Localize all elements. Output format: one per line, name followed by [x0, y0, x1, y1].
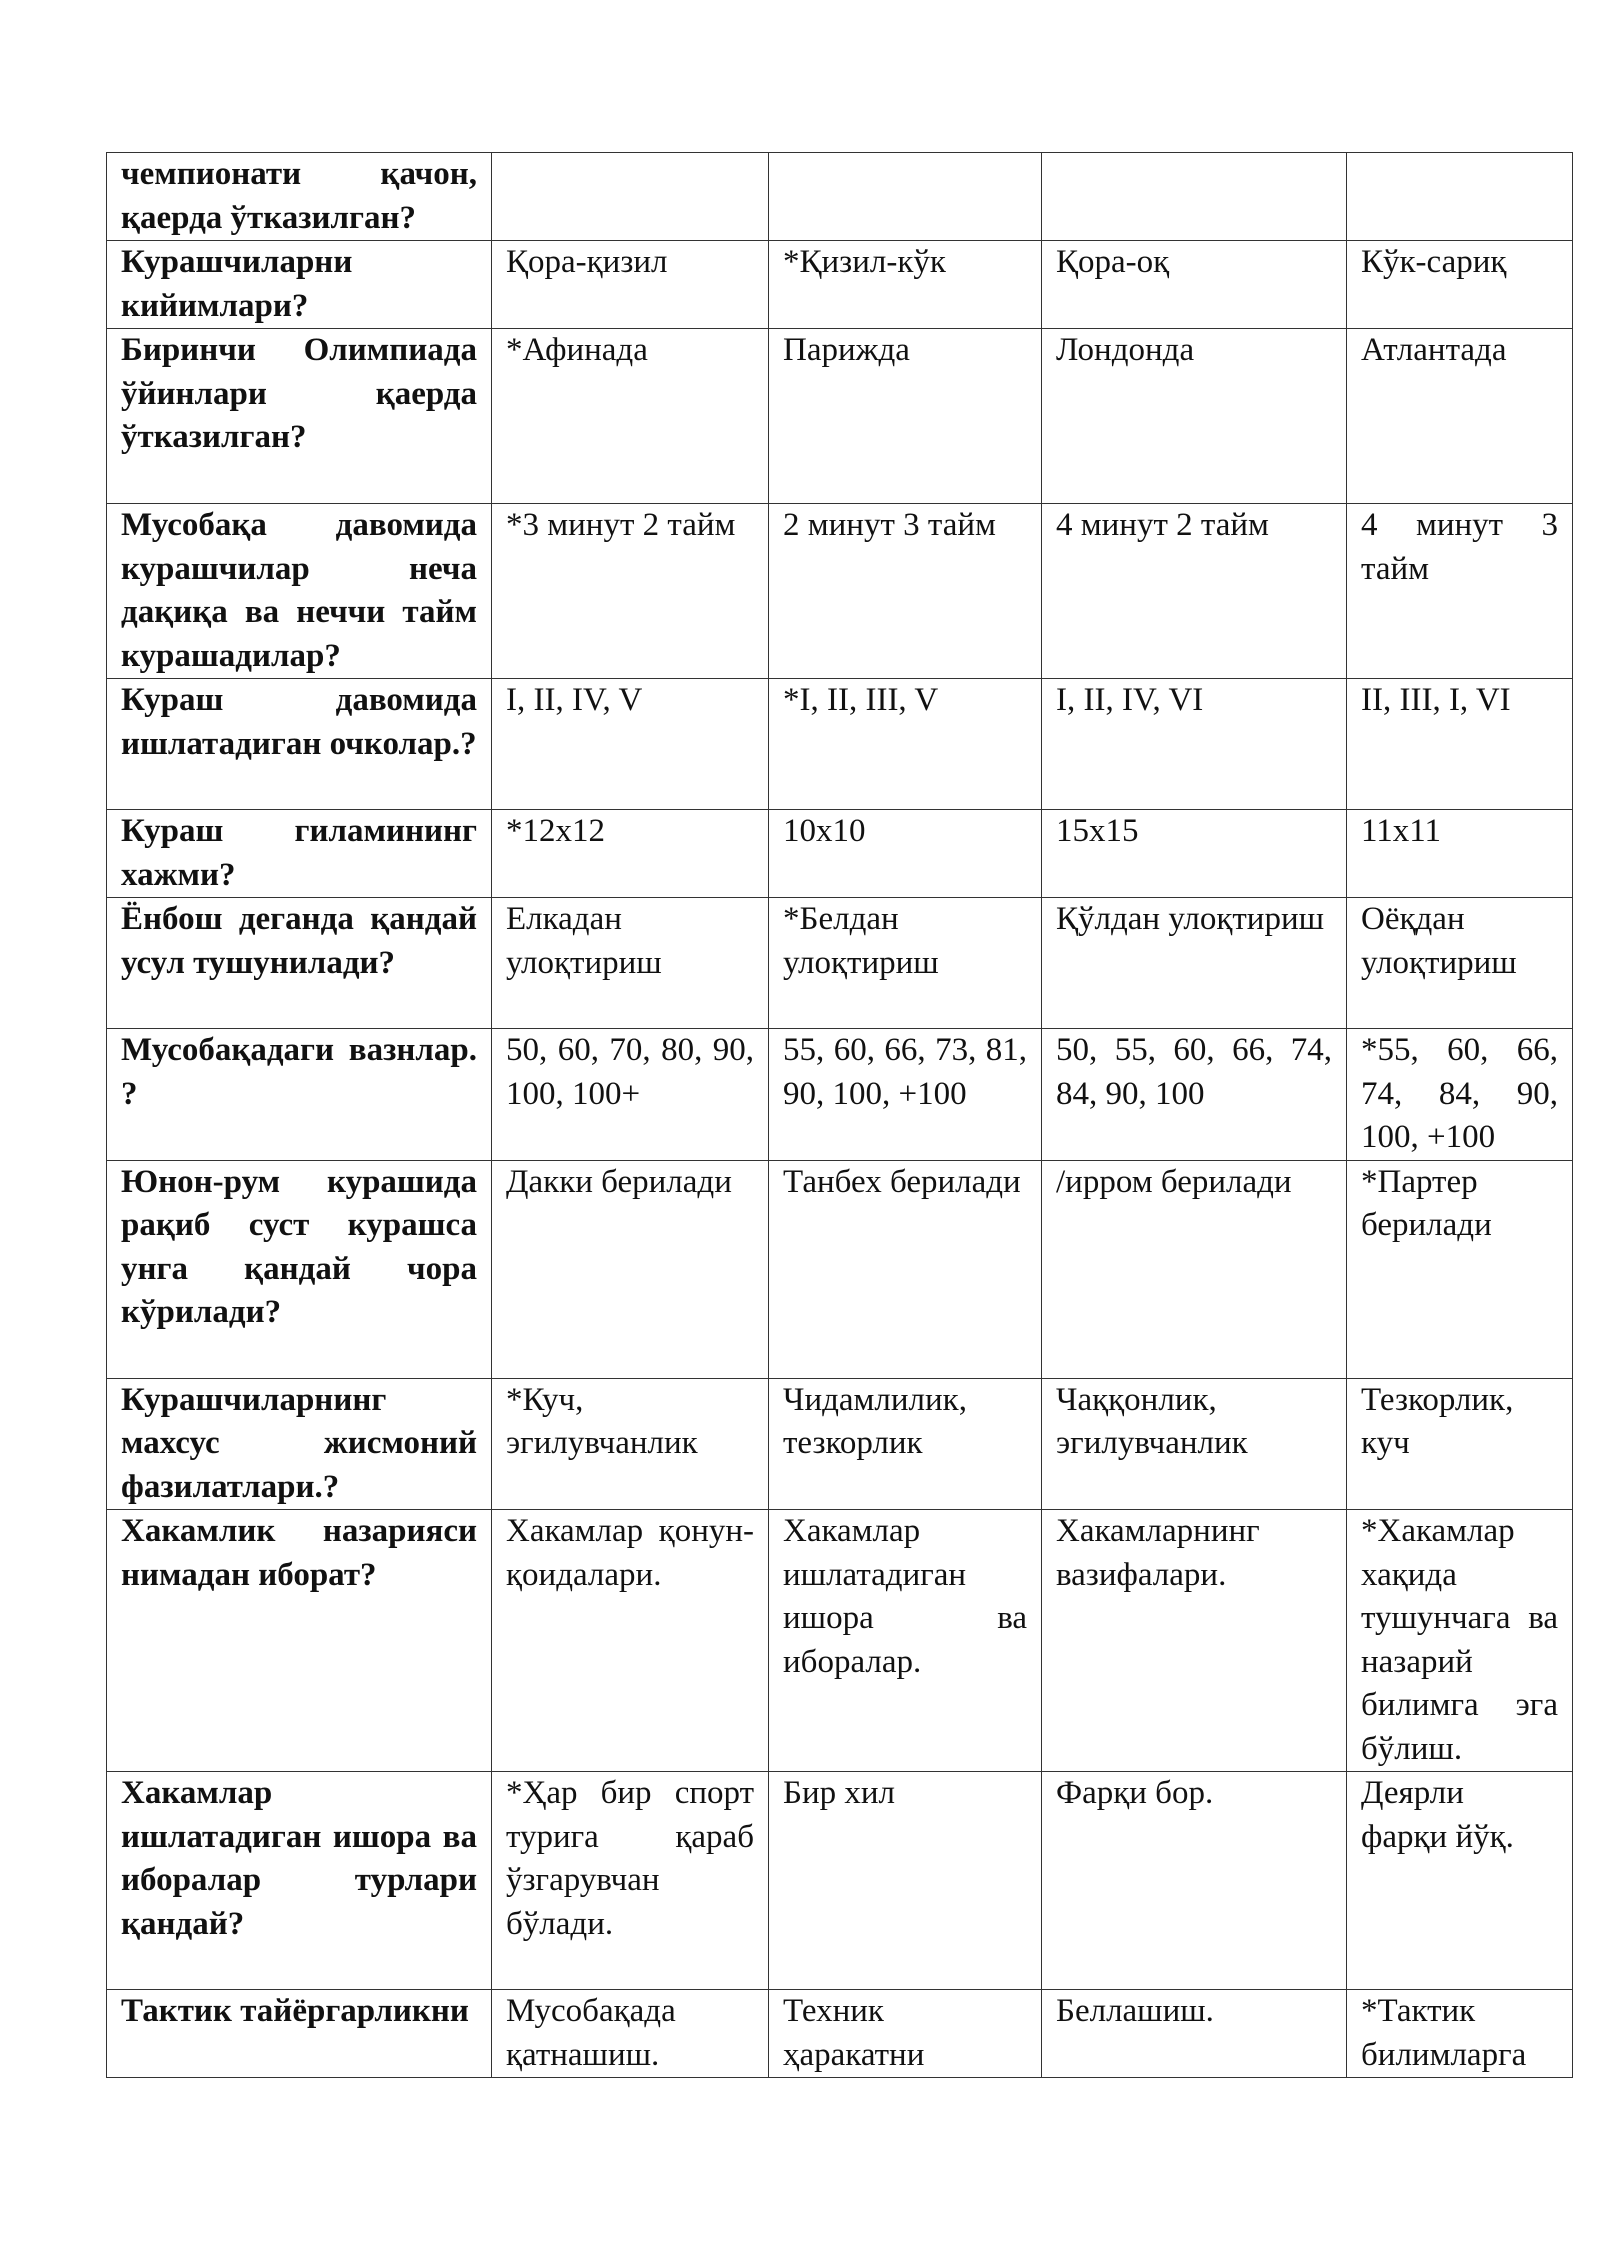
answer-cell-d: Атлантада: [1347, 329, 1573, 504]
answer-cell-d: Оёқдан улоқтириш: [1347, 898, 1573, 1029]
answer-cell-a: [492, 153, 769, 241]
answer-cell-b: Бир хил: [769, 1772, 1042, 1990]
answer-cell-b: Парижда: [769, 329, 1042, 504]
answer-cell-a: *12х12: [492, 810, 769, 898]
answer-cell-d: Кўк-сариқ: [1347, 241, 1573, 329]
table-row: [107, 1990, 1573, 2078]
answer-cell-d: *55, 60, 66, 74, 84, 90, 100, +100: [1347, 1029, 1573, 1161]
answer-cell-c: Чаққонлик, эгилувчанлик: [1042, 1378, 1347, 1510]
table-row: [107, 1029, 1573, 1161]
table-row: [107, 153, 1573, 241]
answer-cell-c: Хакамларнинг вазифалари.: [1042, 1510, 1347, 1772]
answer-cell-c: Қўлдан улоқтириш: [1042, 898, 1347, 1029]
question-cell: Мусобақадаги вазнлар. ?: [107, 1029, 492, 1161]
question-cell: Ёнбош деганда қандай усул тушунилади?: [107, 898, 492, 1029]
answer-cell-d: II, III, I, VI: [1347, 679, 1573, 810]
answer-cell-d: *Партер берилади: [1347, 1160, 1573, 1378]
answer-cell-c: Беллашиш.: [1042, 1990, 1347, 2078]
answer-cell-a: *Куч, эгилувчанлик: [492, 1378, 769, 1510]
answer-cell-d: *Тактик билимларга: [1347, 1990, 1573, 2078]
question-cell: Тактик тайёргарликни: [107, 1990, 492, 2078]
answer-cell-a: *3 минут 2 тайм: [492, 504, 769, 679]
answer-cell-c: Қора-оқ: [1042, 241, 1347, 329]
answer-cell-c: [1042, 153, 1347, 241]
answer-cell-c: 4 минут 2 тайм: [1042, 504, 1347, 679]
table-row: [107, 504, 1573, 679]
question-cell: Кураш давомида ишлатадиган очколар.?: [107, 679, 492, 810]
answer-cell-a: 50, 60, 70, 80, 90, 100, 100+: [492, 1029, 769, 1161]
table-row: [107, 241, 1573, 329]
answer-cell-b: [769, 153, 1042, 241]
answer-cell-a: *Ҳар бир спорт турига қараб ўзгарувчан бўлади.: [492, 1772, 769, 1990]
table-row: [107, 898, 1573, 1029]
answer-cell-d: 4 минут 3 тайм: [1347, 504, 1573, 679]
answer-cell-c: Лондонда: [1042, 329, 1347, 504]
answer-cell-d: Деярли фарқи йўқ.: [1347, 1772, 1573, 1990]
answer-cell-b: Хакамлар ишлатадиган ишора ва иборалар.: [769, 1510, 1042, 1772]
answer-cell-a: *Афинада: [492, 329, 769, 504]
question-cell: Мусобақа давомида курашчилар неча дақиқа ва неччи тайм курашадилар?: [107, 504, 492, 679]
answer-cell-b: *Қизил-кўк: [769, 241, 1042, 329]
answer-cell-b: Чидамлилик, тезкорлик: [769, 1378, 1042, 1510]
answer-cell-d: *Хакамлар хақида тушунчага ва назарий билимга эга бўлиш.: [1347, 1510, 1573, 1772]
question-cell: Кураш гиламининг хажми?: [107, 810, 492, 898]
answer-cell-d: 11х11: [1347, 810, 1573, 898]
answer-cell-b: 55, 60, 66, 73, 81, 90, 100, +100: [769, 1029, 1042, 1161]
answer-cell-a: Мусобақада қатнашиш.: [492, 1990, 769, 2078]
question-cell: Юнон-рум курашида рақиб суст курашса унга қандай чора кўрилади?: [107, 1160, 492, 1378]
quiz-table: [106, 152, 1573, 2078]
table-row: [107, 1378, 1573, 1510]
answer-cell-c: 15х15: [1042, 810, 1347, 898]
answer-cell-a: Дакки берилади: [492, 1160, 769, 1378]
answer-cell-c: 50, 55, 60, 66, 74, 84, 90, 100: [1042, 1029, 1347, 1161]
answer-cell-b: Техник ҳаракатни: [769, 1990, 1042, 2078]
question-cell: Биринчи Олимпиада ўйинлари қаерда ўтказилган?: [107, 329, 492, 504]
answer-cell-b: 2 минут 3 тайм: [769, 504, 1042, 679]
answer-cell-b: 10х10: [769, 810, 1042, 898]
answer-cell-c: Фарқи бор.: [1042, 1772, 1347, 1990]
table-row: [107, 679, 1573, 810]
question-cell: Хакамлар ишлатадиган ишора ва иборалар турлари қандай?: [107, 1772, 492, 1990]
answer-cell-d: Тезкорлик, куч: [1347, 1378, 1573, 1510]
answer-cell-d: [1347, 153, 1573, 241]
table-row: [107, 1160, 1573, 1378]
answer-cell-a: I, II, IV, V: [492, 679, 769, 810]
question-cell: чемпионати қачон, қаерда ўтказилган?: [107, 153, 492, 241]
answer-cell-c: I, II, IV, VI: [1042, 679, 1347, 810]
question-cell: Курашчиларни кийимлари?: [107, 241, 492, 329]
answer-cell-c: /ирром берилади: [1042, 1160, 1347, 1378]
answer-cell-b: Танбех берилади: [769, 1160, 1042, 1378]
question-cell: Курашчиларнинг махсус жисмоний фазилатлари.?: [107, 1378, 492, 1510]
answer-cell-a: Қора-қизил: [492, 241, 769, 329]
answer-cell-a: Елкадан улоқтириш: [492, 898, 769, 1029]
answer-cell-a: Хакамлар қонун-қоидалари.: [492, 1510, 769, 1772]
table-row: [107, 329, 1573, 504]
table-row: [107, 1772, 1573, 1990]
answer-cell-b: *I, II, III, V: [769, 679, 1042, 810]
table-row: [107, 810, 1573, 898]
question-cell: Хакамлик назарияси нимадан иборат?: [107, 1510, 492, 1772]
answer-cell-b: *Белдан улоқтириш: [769, 898, 1042, 1029]
table-row: [107, 1510, 1573, 1772]
